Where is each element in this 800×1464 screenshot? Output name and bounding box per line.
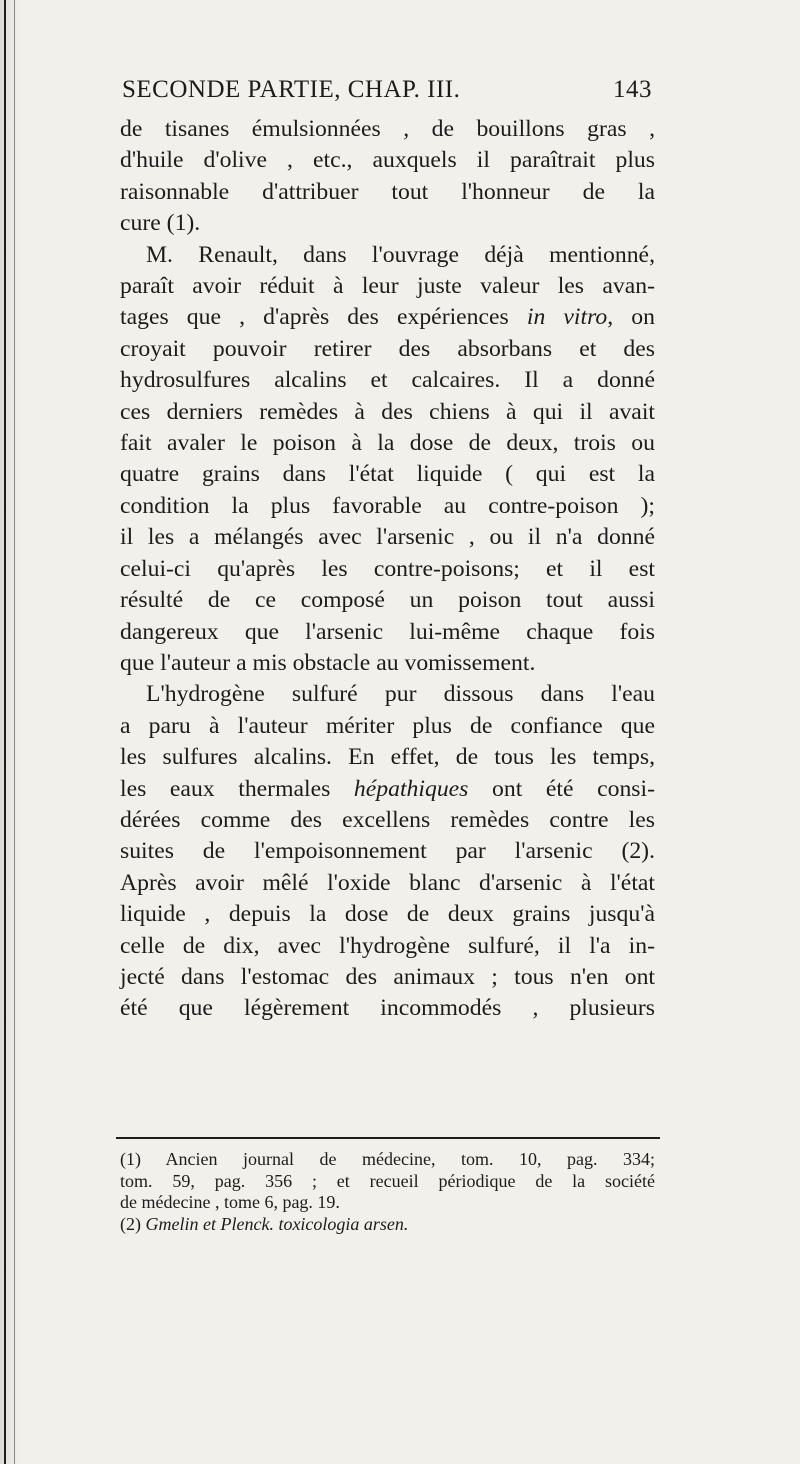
footnote-line: de médecine , tome 6, pag. 19.	[120, 1192, 340, 1213]
text-line: cure (1).	[120, 210, 201, 237]
text-line: résulté de ce composé un poison tout aussi	[120, 587, 655, 614]
text-line: d'huile d'olive , etc., auxquels il paraîtrait plus	[120, 147, 655, 174]
running-title: SECONDE PARTIE, CHAP. III.	[122, 76, 461, 103]
footnotes	[120, 1149, 655, 1235]
text-line: suites de l'empoisonnement par l'arsenic (2).	[120, 838, 655, 865]
text-line: hydrosulfures alcalins et calcaires. Il a donné	[120, 367, 655, 394]
text-line: paraît avoir réduit à leur juste valeur les avan-	[120, 273, 655, 300]
text-line: il les a mélangés avec l'arsenic , ou il n'a donné	[120, 524, 655, 551]
text-line: fait avaler le poison à la dose de deux, trois ou	[120, 430, 655, 457]
paragraph-3	[120, 679, 655, 1024]
text-line-with-italic: les eaux thermales hépathiques ont été consi-	[120, 775, 655, 802]
footnote-line: tom. 59, pag. 356 ; et recueil périodique de la société	[120, 1170, 655, 1191]
paragraph-1	[120, 114, 655, 240]
text-line: dérées comme des excellens remèdes contre les	[120, 806, 655, 833]
text-line: été que légèrement incommodés , plusieurs	[120, 995, 655, 1022]
text-line: condition la plus favorable au contre-poison );	[120, 492, 655, 519]
text-line-with-italic: tages que , d'après des expériences in vitro, on	[120, 304, 655, 331]
text-line: L'hydrogène sulfuré pur dissous dans l'eau	[146, 681, 655, 708]
text-line: dangereux que l'arsenic lui-même chaque fois	[120, 618, 655, 645]
body-text	[120, 114, 655, 1025]
paragraph-2	[120, 240, 655, 680]
binding-line	[4, 0, 6, 1464]
text-line: a paru à l'auteur mériter plus de confiance que	[120, 712, 655, 739]
page-number: 143	[613, 76, 652, 103]
footnote-rule	[116, 1137, 660, 1139]
italic-phrase: in vitro	[526, 304, 608, 331]
text-line: liquide , depuis la dose de deux grains jusqu'à	[120, 901, 655, 928]
text-line: raisonnable d'attribuer tout l'honneur de la	[120, 178, 655, 205]
italic-phrase: hépathiques	[353, 775, 469, 802]
text-line: jecté dans l'estomac des animaux ; tous n'en ont	[120, 963, 655, 990]
text-line: croyait pouvoir retirer des absorbans et des	[120, 335, 655, 362]
text-line: que l'auteur a mis obstacle au vomissement.	[120, 649, 536, 676]
text-line: les sulfures alcalins. En effet, de tous les temps,	[120, 744, 655, 771]
footnote-line: (1) Ancien journal de médecine, tom. 10, pag. 334;	[120, 1149, 655, 1169]
text-line: quatre grains dans l'état liquide ( qui est la	[120, 461, 655, 488]
binding-line-thin	[14, 0, 15, 1464]
text-line: Après avoir mêlé l'oxide blanc d'arsenic à l'état	[120, 869, 655, 896]
running-header	[122, 76, 652, 104]
text-line: de tisanes émulsionnées , de bouillons gras ,	[120, 116, 655, 142]
text-line: celle de dix, avec l'hydrogène sulfuré, il l'a in-	[120, 932, 655, 959]
text-line: ces derniers remèdes à des chiens à qui il avait	[120, 398, 655, 425]
page-binding-edge	[0, 0, 22, 1464]
italic-phrase: Gmelin et Plenck. toxicologia arsen.	[145, 1213, 409, 1234]
text-line: celui-ci qu'après les contre-poisons; et il est	[120, 555, 655, 582]
text-line: M. Renault, dans l'ouvrage déjà mentionné,	[146, 241, 655, 268]
footnote-line-italic: (2) Gmelin et Plenck. toxicologia arsen.	[120, 1213, 409, 1234]
